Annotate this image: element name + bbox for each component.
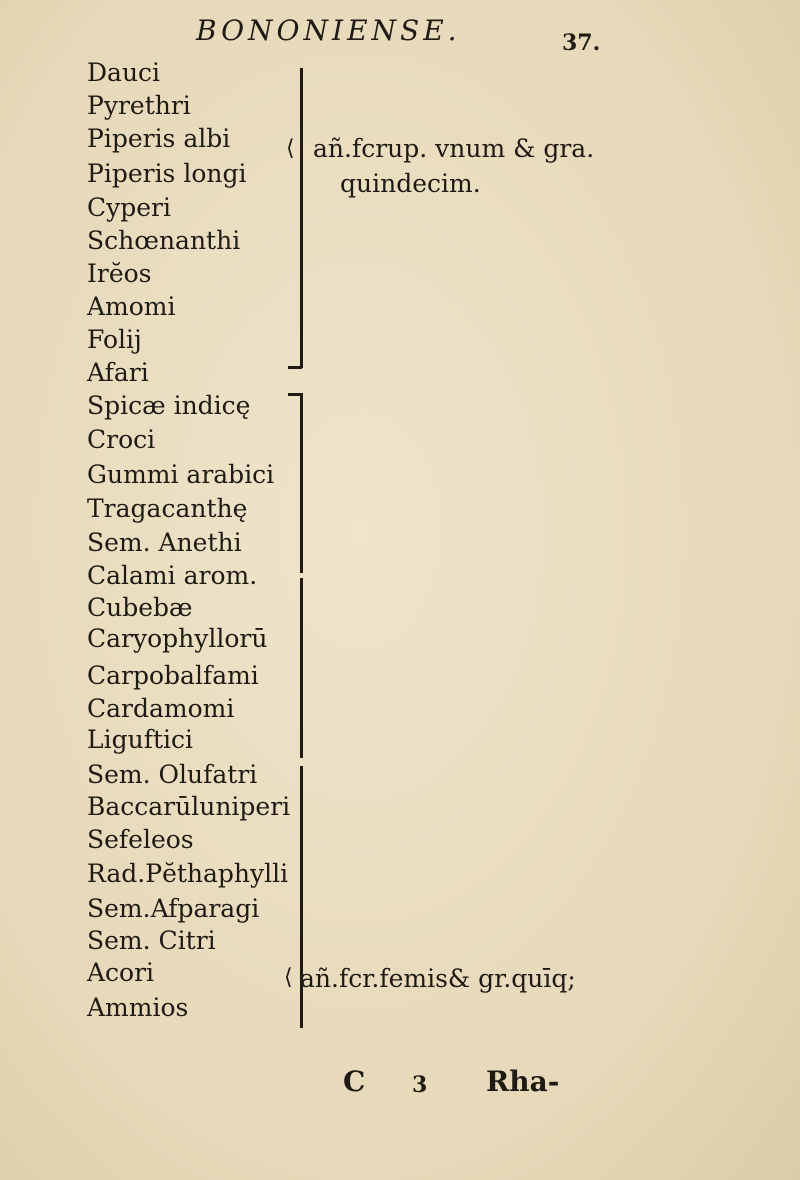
dose-note: añ.fcrup. vnum & gra. [313,134,595,163]
ingredient-item: Liguftici [87,725,193,754]
brace-line [300,393,303,573]
ingredient-item: Baccarūluniperi [87,792,291,821]
ingredient-item: Ammios [87,993,189,1022]
ingredient-item: Piperis albi [87,124,231,153]
ingredient-item: Cubebæ [87,593,193,622]
ingredient-item: Spicæ indicę [87,391,251,420]
ingredient-item: Caryophyllorū [87,624,268,653]
ingredient-item: Croci [87,425,156,454]
ingredient-item: Cardamomi [87,694,235,723]
brace-tip: ⟨ [286,136,295,161]
ingredient-item: Schœnanthi [87,226,241,255]
ingredient-item: Acori [87,958,155,987]
page-number: 37. [562,30,601,56]
brace-line [300,68,303,368]
signature-number: 3 [412,1072,428,1098]
ingredient-item: Amomi [87,292,176,321]
ingredient-item: Cyperi [87,193,171,222]
ingredient-item: Carpobalfami [87,661,259,690]
brace-tip: ⟨ [284,965,293,990]
dose-note: quindecim. [340,169,481,198]
ingredient-item: Afari [87,358,149,387]
signature-letter: C [343,1065,366,1098]
ingredient-item: Folij [87,325,142,354]
ingredient-item: Sem.Afparagi [87,894,260,923]
ingredient-item: Sefeleos [87,825,194,854]
ingredient-item: Calami arom. [87,561,258,590]
ingredient-item: Rad.Pĕthaphylli [87,859,289,888]
ingredient-item: Piperis longi [87,159,247,188]
ingredient-item: Dauci [87,58,161,87]
catchword: Rha- [486,1065,560,1098]
ingredient-item: Tragacanthę [87,494,248,523]
ingredient-item: Sem. Anethi [87,528,242,557]
dose-note: añ.fcr.femis& gr.quīq; [300,964,576,993]
brace-end [288,366,302,369]
ingredient-item: Pyrethri [87,91,191,120]
ingredient-item: Irĕos [87,259,152,288]
ingredient-item: Gummi arabici [87,460,275,489]
brace-line [300,578,303,758]
running-head: BONONIENSE. [196,14,461,47]
ingredient-item: Sem. Olufatri [87,760,258,789]
ingredient-item: Sem. Citri [87,926,216,955]
